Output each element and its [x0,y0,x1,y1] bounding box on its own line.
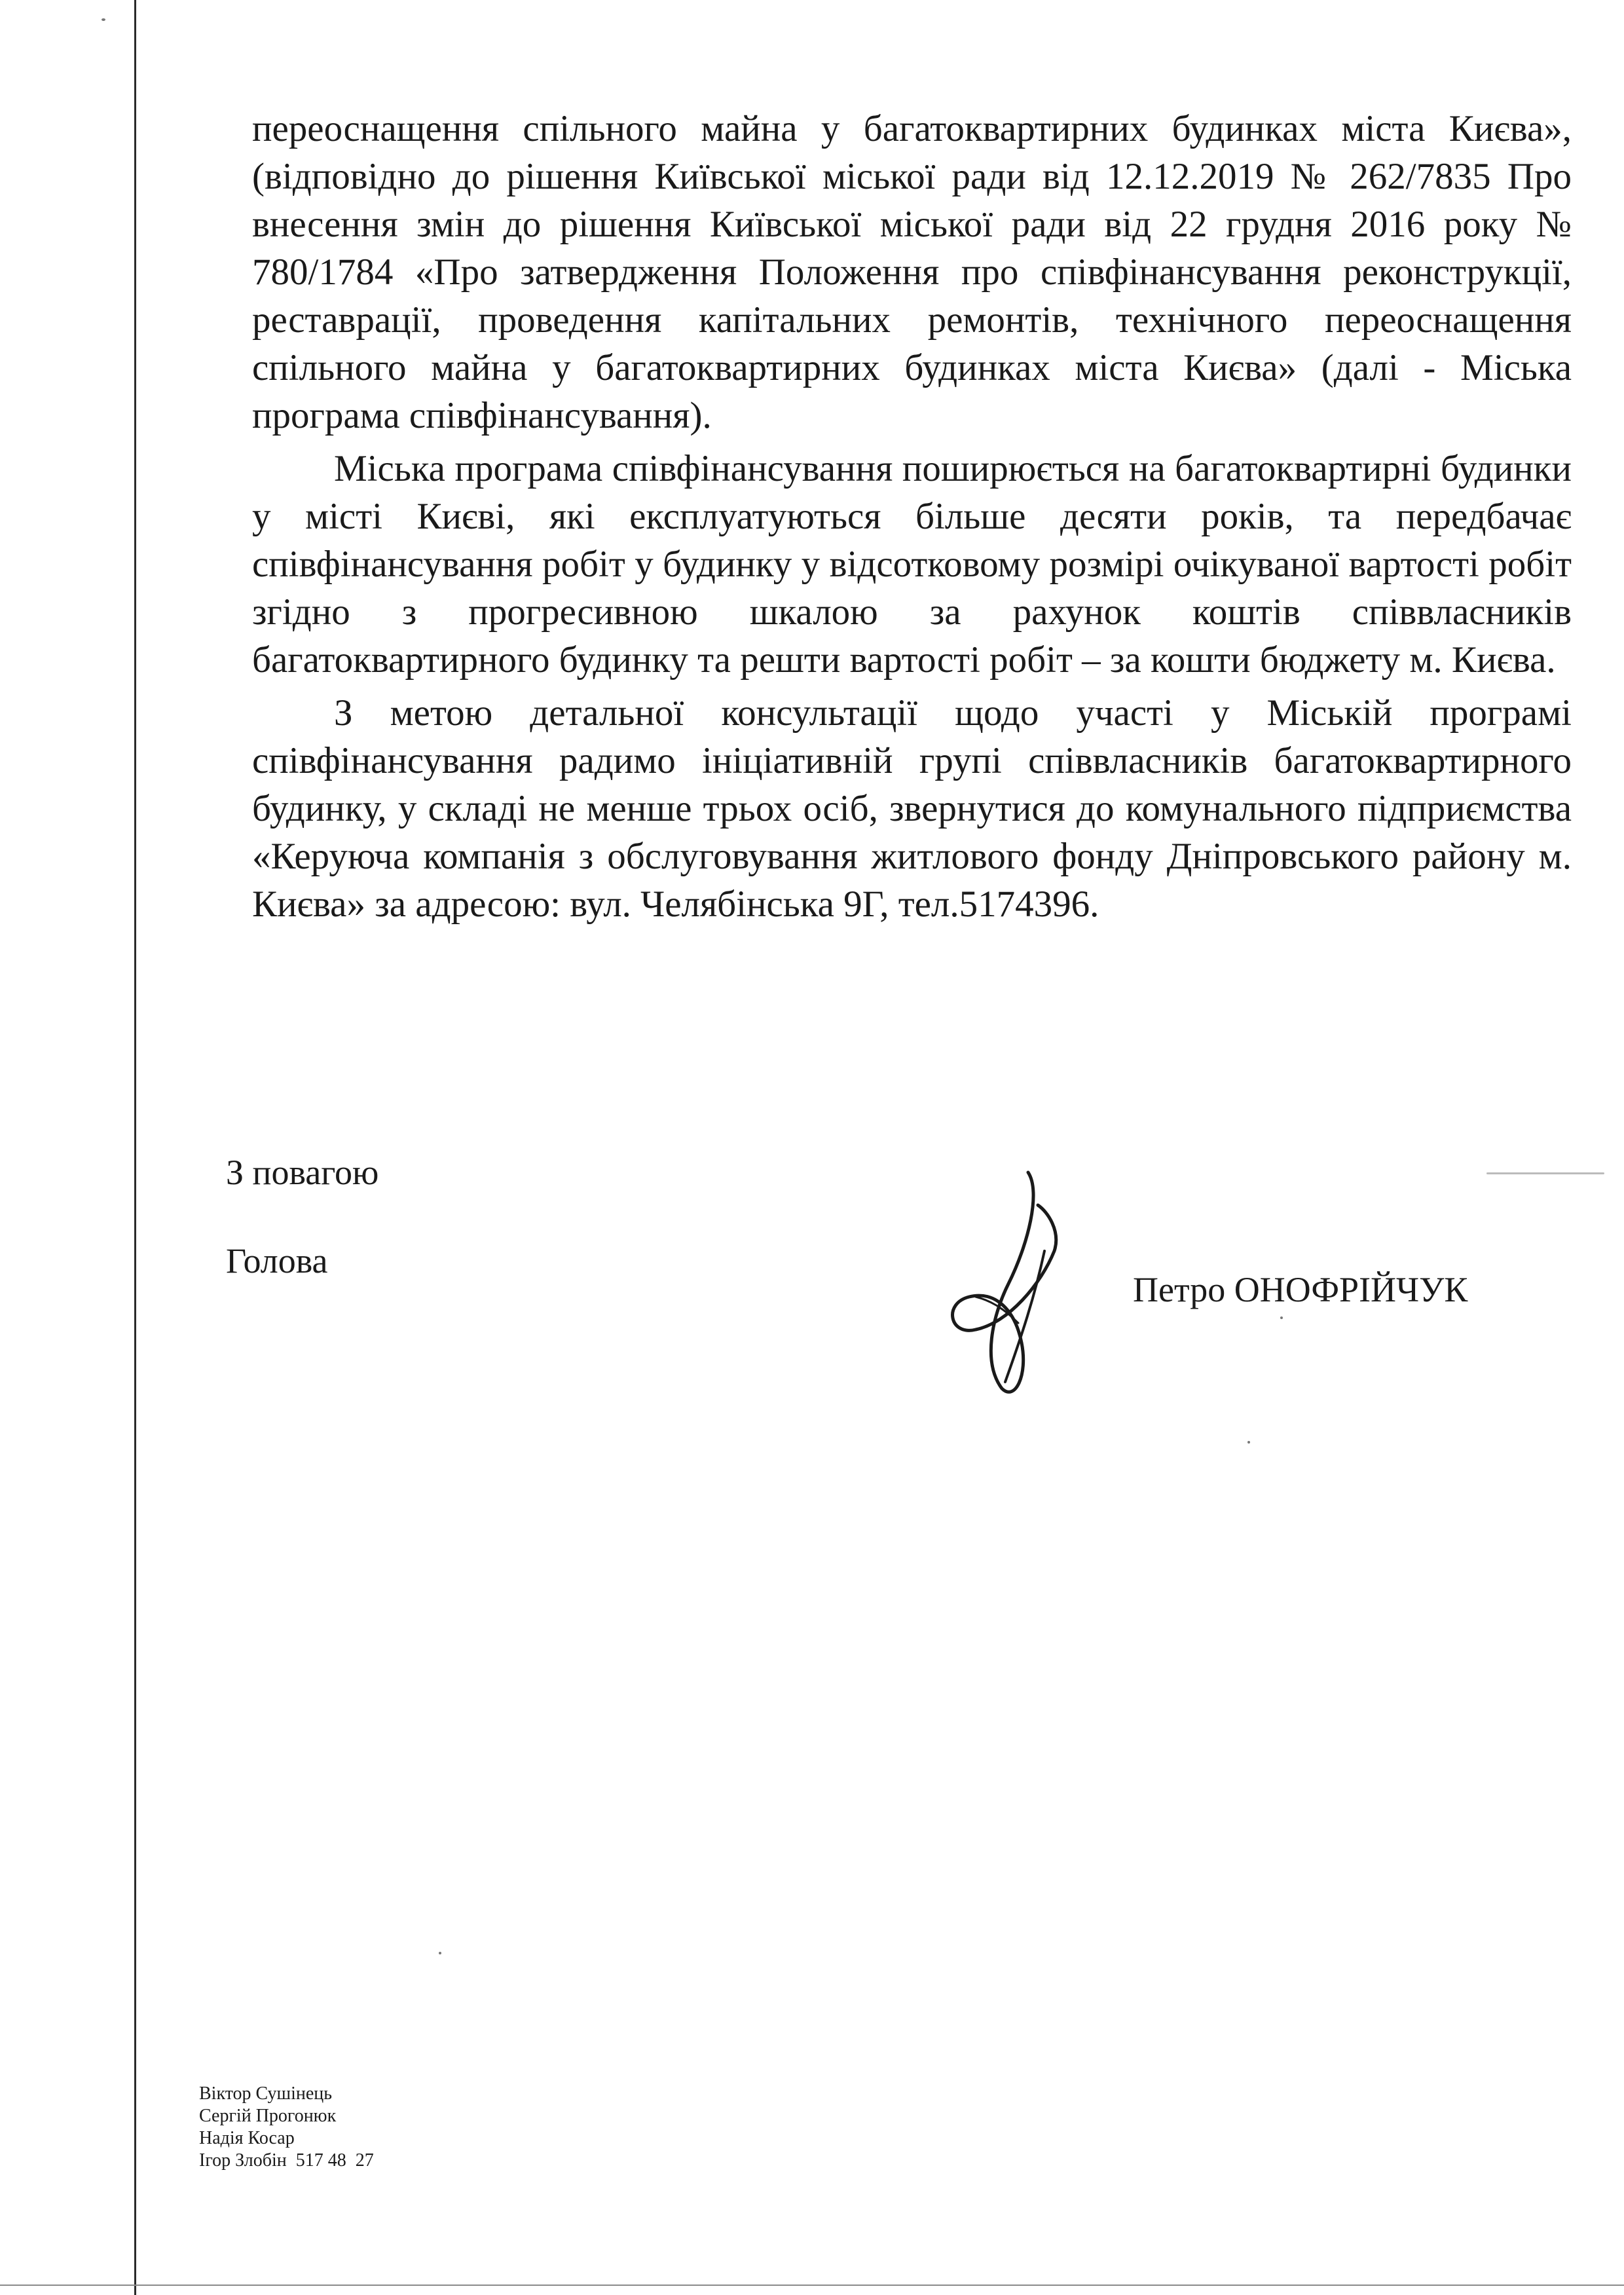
closing-phrase: З повагою [226,1153,379,1192]
paragraph-continuation: переоснащення спільного майна у багатоквартирних будинках міста Києва», (відповідно до рішення Київської міської ради від 12.12.2019 № 262/7835 Про внесення змін до рішення Київської міської ради від 22 грудня 2016 року № 780/1784 «Про затвердження Положення про співфінансування реконструкції, реставрації, проведення капітальних ремонтів, технічного переоснащення спільного майна у багатоквартирних будинках міста Києва» (далі - Міська програма співфінансування). [252,108,1572,436]
letter-body [252,105,1572,928]
signer-name: Петро ОНОФРІЙЧУК [1133,1270,1468,1309]
contact-line: Віктор Сушінець [199,2083,333,2104]
contact-line: Надія Косар [199,2128,295,2148]
scan-speck [439,1952,441,1954]
handwritten-signature [930,1166,1087,1402]
scan-speck [1247,1441,1250,1444]
contact-line: Сергій Прогонюк [199,2106,337,2126]
paragraph-consultation: З метою детальної консультації щодо участі у Міській програмі співфінансування радимо ініціативній групі співвласників багатоквартирного будинку, у складі не менше трьох осіб, звернутися до комунального підприємства «Керуюча компанія з обслуговування житлового фонду Дніпровського району м. Києва» за адресою: вул. Челябінська 9Г, тел.5174396. [252,692,1572,925]
signer-position: Голова [226,1241,328,1280]
scan-speck [1280,1316,1283,1319]
paragraph-program-scope: Міська програма співфінансування поширюється на багатоквартирні будинки у місті Києві, які експлуатуються більше десяти років, та передбачає співфінансування робіт у будинку у відсотковому розмірі очікуваної вартості робіт згідно з прогресивною шкалою за рахунок коштів співвласників багатоквартирного будинку та решти вартості робіт – за кошти бюджету м. Києва. [252,448,1572,681]
binding-margin-line [134,0,136,2295]
contacts-list [199,2083,374,2172]
scan-speck [101,18,105,21]
scan-speck [1486,1172,1604,1174]
page-bottom-edge [0,2285,1624,2286]
contact-line: Ігор Злобін 517 48 27 [199,2150,374,2171]
